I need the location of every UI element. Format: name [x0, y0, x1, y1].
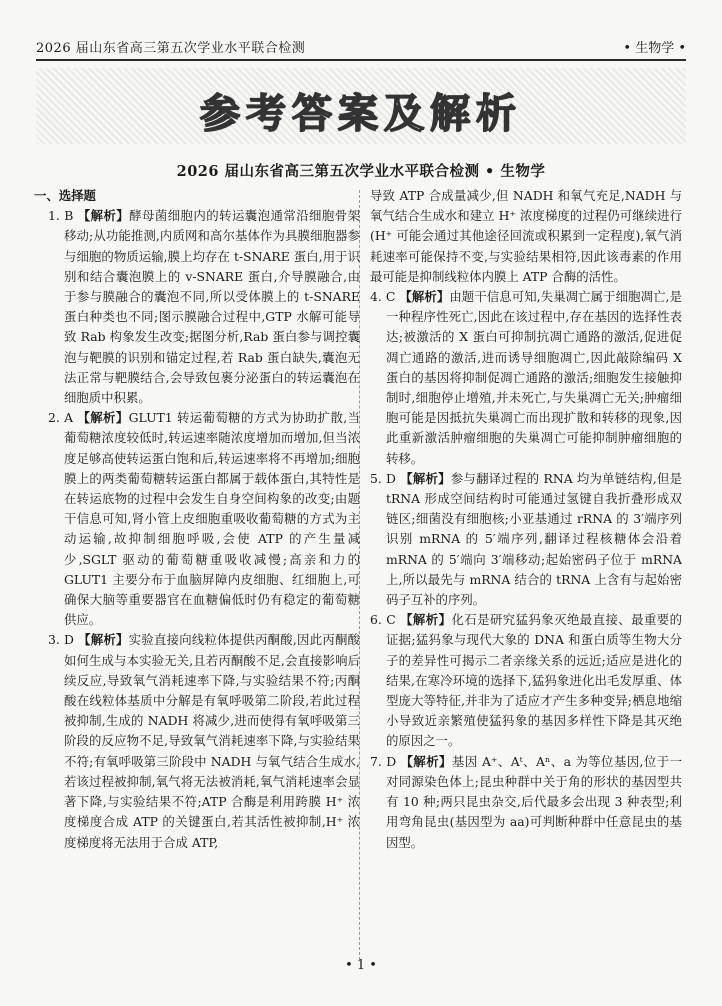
analysis-tag: 【解析】 [399, 289, 450, 305]
section-heading: 一、选择题 [34, 188, 96, 203]
title-banner [36, 68, 686, 144]
analysis-tag: 【解析】 [77, 208, 130, 224]
answer-letter: C [385, 289, 396, 305]
answer-text: 参与翻译过程的 RNA 均为单链结构,但是 tRNA 形成空间结构时可能通过氢键自我折叠形成双链区;细菌没有细胞核;小亚基通过 rRNA 的 3′端序列识别 mRNA 的 5′端序列,翻译过程核糖体会沿着 mRNA 的 5′端向 3′端移动;起始密码子位于 mRNA 上,所以最先与 mRNA 结合的 tRNA 上含有与起始密码子互补的序列。 [386, 470, 682, 608]
analysis-tag: 【解析】 [400, 470, 451, 486]
analysis-tag: 【解析】 [400, 612, 452, 628]
answer-3-continuation: 导致 ATP 合成量减少,但 NADH 和氧气充足,NADH 与氧气结合生成水和建立 H⁺ 浓度梯度的过程仍可继续进行(H⁺ 可能会通过其他途径回流或积累到一定程度),氧气消耗速率可能保持不变,与实验结果相符,因此该毒素的作用最可能是抑制线粒体内膜上 ATP 合酶的活性。 [370, 188, 682, 284]
document-subtitle: 2026 届山东省高三第五次学业水平联合检测 • 生物学 [176, 163, 546, 180]
answer-item-4 [370, 287, 682, 469]
answer-text: 化石是研究猛犸象灭绝最直接、最重要的证据;猛犸象与现代大象的 DNA 和蛋白质等生物大分子的差异性可揭示二者亲缘关系的远近;适应是进化的结果,在寒冷环境的选择下,猛犸象进化出毛发厚重、体型庞大等特征,并非为了适应才产生多种变异;栖息地缩小导致近亲繁殖使猛犸象的基因多样性下降是其灭绝的原因之一。 [386, 612, 682, 749]
answer-text: 基因 A⁺、Aᵗ、Aⁿ、a 为等位基因,位于一对同源染色体上;昆虫种群中关于角的形状的基因型共有 10 种;两只昆虫杂交,后代最多会出现 3 种表型;利用弯角昆虫(基因型为 aa)可判断种群中任意昆虫的基因型。 [386, 753, 682, 850]
answer-item-6 [370, 610, 682, 751]
answer-text: GLUT1 转运葡萄糖的方式为协助扩散,当葡萄糖浓度较低时,转运速率随浓度增加而增加,但当浓度足够高使转运蛋白饱和后,转运速率将不再增加;细胞膜上的两类葡萄糖转运蛋白都属于载体蛋白,其特性是在转运底物的过程中会发生自身空间构象的改变;由题干信息可知,肾小管上皮细胞重吸收葡萄糖的方式为主动运输,故抑制细胞呼吸,会使 ATP 的产生量减少,SGLT 驱动的葡萄糖重吸收减慢;高亲和力的 GLUT1 主要分布于血脑屏障内皮细胞、红细胞上,可确保大脑等重要器官在血糖偏低时仍有稳定的葡萄糖供应。 [64, 410, 360, 628]
answer-number: 5. [370, 470, 382, 486]
banner-title: 参考答案及解析 [200, 91, 522, 137]
exam-title: 2026 届山东省高三第五次学业水平联合检测 [36, 41, 306, 56]
answer-letter: C [386, 612, 396, 628]
analysis-tag: 【解析】 [78, 632, 129, 648]
answer-number: 3. [48, 632, 60, 648]
answer-letter: A [64, 410, 74, 426]
answer-number: 1. [48, 208, 60, 224]
answer-text: 由题干信息可知,失巢凋亡属于细胞凋亡,是一种程序性死亡,因此在该过程中,存在基因的选择性表达;被激活的 X 蛋白可抑制抗凋亡通路的激活,促进促凋亡通路的激活,进而诱导细胞凋亡,因此敲除编码 X 蛋白的基因将抑制促凋亡通路的激活;细胞发生接触抑制时,细胞停止增殖,并未死亡,与失巢凋亡无关;肿瘤细胞可能是因抵抗失巢凋亡而出现扩散和转移的现象,因此重新激活肿瘤细胞的失巢凋亡可能抑制肿瘤细胞的转移。 [386, 289, 682, 466]
page-header [36, 37, 686, 61]
right-column [370, 186, 682, 853]
page-number: • 1 • [345, 958, 377, 973]
answer-number: 6. [370, 612, 382, 628]
answer-item-1 [48, 206, 360, 408]
answer-letter: D [386, 470, 396, 486]
analysis-tag: 【解析】 [77, 410, 129, 426]
answer-text: 酵母菌细胞内的转运囊泡通常沿细胞骨架移动;从功能推测,内质网和高尔基体作为具膜细胞器参与细胞的物质运输,膜上均存在 t-SNARE 蛋白,用于识别和结合囊泡膜上的 v-SNARE 蛋白,介导膜融合,由于参与膜融合的囊泡不同,所以受体膜上的 t-SNARE 蛋白种类也不同;图示膜融合过程中,GTP 水解可能导致 Rab 构象发生改变;据图分析,Rab 蛋白参与调控囊泡与靶膜的识别和锚定过程,若 Rab 蛋白缺失,囊泡无法正常与靶膜结合,会导致包裹分泌蛋白的转运囊泡在细胞质中积累。 [64, 208, 360, 406]
answer-item-5 [370, 469, 682, 610]
answer-letter: D [64, 632, 74, 648]
answer-number: 4. [370, 289, 382, 305]
answer-item-2 [48, 408, 360, 630]
subject-label: • 生物学 • [623, 41, 686, 56]
answer-number: 2. [48, 410, 60, 426]
answer-item-3 [48, 630, 360, 852]
answer-item-7 [370, 752, 682, 853]
answer-letter: D [386, 753, 397, 769]
analysis-tag: 【解析】 [400, 753, 452, 769]
answer-text-part1: 实验直接向线粒体提供丙酮酸,因此丙酮酸如何生成与本实验无关,且若丙酮酸不足,会直接影响后续反应,导致氧气消耗速率下降,与实验结果不符;丙酮酸在线粒体基质中分解是有氧呼吸第二阶段,若此过程被抑制,生成的 NADH 将减少,进而使得有氧呼吸第三阶段的反应物不足,导致氧气消耗速率下降,与实验结果不符;有氧呼吸第三阶段中 NADH 与氧气结合生成水,若该过程被抑制,氧气将无法被消耗,氧气消耗速率会显著下降,与实验结果不符;ATP 合酶是利用跨膜 H⁺ 浓度梯度合成 ATP 的关键蛋白,若其活性被抑制,H⁺ 浓度梯度将无法用于合成 ATP, [64, 632, 360, 850]
answer-letter: B [64, 208, 74, 224]
answer-number: 7. [370, 753, 382, 769]
left-column [34, 186, 360, 853]
